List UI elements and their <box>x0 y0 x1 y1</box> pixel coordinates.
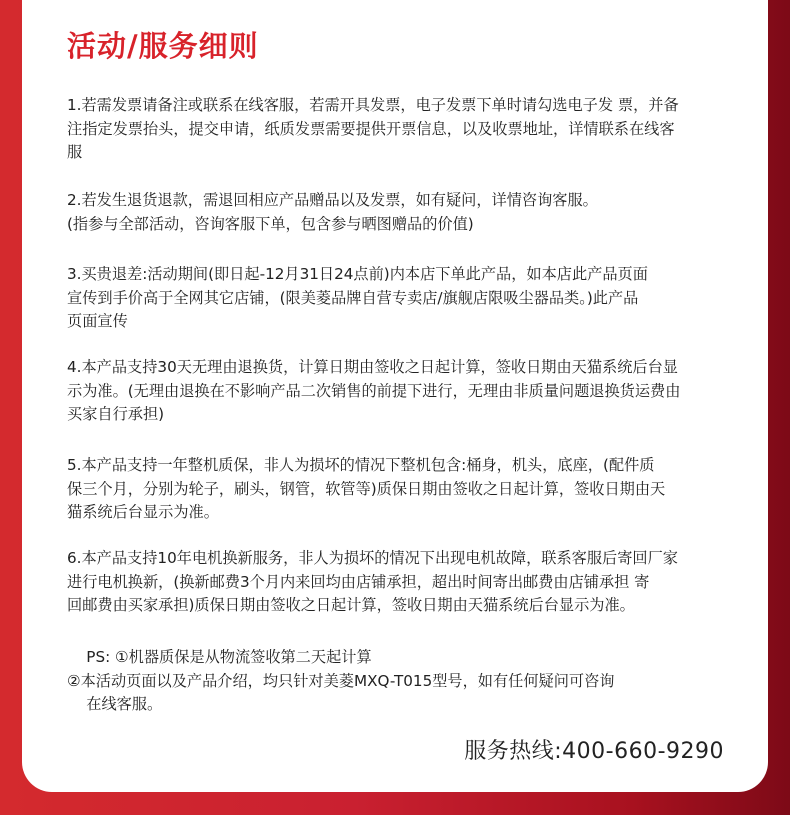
service-hotline: 服务热线:400-660-9290 <box>464 739 724 764</box>
ps-line-1: PS: ①机器质保是从物流签收第二天起计算 <box>67 648 372 666</box>
rule-3-line-2: 宣传到手价高于全网其它店铺，(限美菱品牌自营专卖店/旗舰店限吸尘器品类。)此产品 <box>67 288 639 307</box>
rule-6-line-1: 6.本产品支持10年电机换新服务，非人为损坏的情况下出现电机故障，联系客服后寄回厂家 <box>67 549 678 567</box>
rule-4 <box>67 356 735 427</box>
rule-5-line-3: 猫系统后台显示为准。 <box>67 503 219 521</box>
rule-1-line-3: 服 <box>67 143 83 161</box>
rule-4-line-2: 示为准。(无理由退换在不影响产品二次销售的前提下进行，无理由非质量问题退换货运费由 <box>67 381 681 400</box>
rule-3 <box>67 263 735 334</box>
rule-3-line-3: 页面宣传 <box>67 312 128 330</box>
rule-1-line-1: 1.若需发票请备注或联系在线客服，若需开具发票，电子发票下单时请勾选电子发 票，并备 <box>67 96 679 114</box>
rule-1-line-2: 注指定发票抬头，提交申请，纸质发票需要提供开票信息，以及收票地址，详情联系在线客 <box>67 119 675 138</box>
rule-6-line-2: 进行电机换新，(换新邮费3个月内来回均由店铺承担，超出时间寄出邮费由店铺承担 寄 <box>67 572 650 591</box>
rule-5-line-2: 保三个月，分别为轮子，刷头，钢管，软管等)质保日期由签收之日起计算，签收日期由天 <box>67 479 666 498</box>
rule-3-line-1: 3.买贵退差:活动期间(即日起-12月31日24点前)内本店下单此产品，如本店此产品页面 <box>67 265 648 283</box>
page-title: 活动/服务细则 <box>67 29 259 63</box>
rules-card <box>22 0 768 792</box>
ps-line-2: ②本活动页面以及产品介绍，均只针对美菱MXQ-T015型号，如有任何疑问可咨询 <box>67 671 615 690</box>
rule-6 <box>67 547 735 618</box>
rule-2-line-1: 2.若发生退货退款，需退回相应产品赠品以及发票，如有疑问，详情咨询客服。 <box>67 191 598 209</box>
ps-line-3: 在线客服。 <box>67 695 163 713</box>
rule-2 <box>67 189 735 236</box>
rule-5-line-1: 5.本产品支持一年整机质保，非人为损坏的情况下整机包含:桶身，机头，底座，(配件质 <box>67 456 655 474</box>
rule-4-line-3: 买家自行承担) <box>67 405 165 423</box>
rule-5 <box>67 454 735 525</box>
ps-note <box>67 646 735 717</box>
rule-1 <box>67 94 735 165</box>
rule-2-line-2: (指参与全部活动，咨询客服下单，包含参与晒图赠品的价值) <box>67 214 474 233</box>
rule-4-line-1: 4.本产品支持30天无理由退换货，计算日期由签收之日起计算，签收日期由天猫系统后台显 <box>67 358 678 376</box>
rule-6-line-3: 回邮费由买家承担)质保日期由签收之日起计算，签收日期由天猫系统后台显示为准。 <box>67 596 635 614</box>
